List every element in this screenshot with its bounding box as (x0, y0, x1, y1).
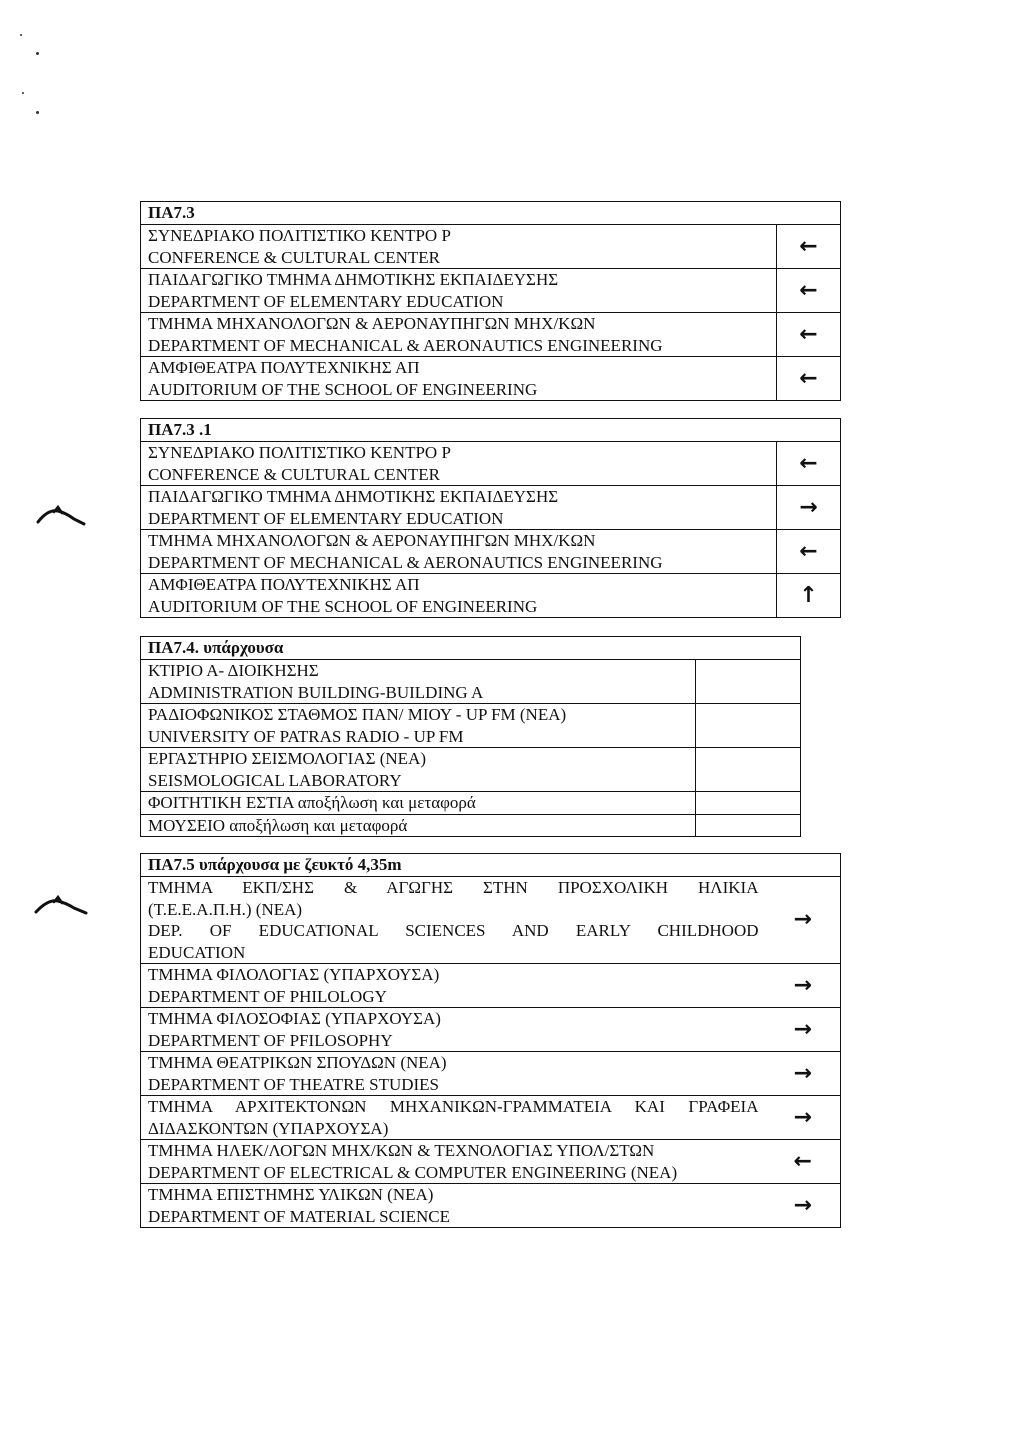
table-row (141, 814, 801, 837)
destination-greek: ΣΥΝΕΔΡΙΑΚΟ ΠΟΛΙΤΙΣΤΙΚΟ ΚΕΝΤΡΟ Ρ (148, 443, 451, 462)
sign-table-pa7-3 (140, 201, 841, 401)
sign-header: ΠΑ7.3 (141, 202, 841, 225)
destination-greek: ΦΟΙΤΗΤΙΚΗ ΕΣΤΙΑ αποξήλωση και μεταφορά (148, 793, 476, 812)
direction-arrow-icon: → (766, 1096, 841, 1140)
table-row (141, 486, 841, 530)
destination-english: ADMINISTRATION BUILDING-BUILDING A (148, 682, 484, 702)
destination-greek: ΤΜΗΜΑ ΦΙΛΟΛΟΓΙΑΣ (ΥΠΑΡΧΟΥΣΑ) (148, 965, 440, 984)
table-row (141, 530, 841, 574)
destination-english: UNIVERSITY OF PATRAS RADIO - UP FM (148, 726, 464, 746)
destination-greek: ΠΑΙΔΑΓΩΓΙΚΟ ΤΜΗΜΑ ΔΗΜΟΤΙΚΗΣ ΕΚΠΑΙΔΕΥΣΗΣ (148, 270, 559, 289)
destination-english: DEPARTMENT OF ELEMENTARY EDUCATION (148, 508, 504, 528)
destination-greek: ΜΟΥΣΕΙΟ αποξήλωση και μεταφορά (148, 815, 408, 835)
direction-arrow-icon: → (766, 877, 841, 964)
table-row (141, 1096, 841, 1140)
destination-greek: ΠΑΙΔΑΓΩΓΙΚΟ ΤΜΗΜΑ ΔΗΜΟΤΙΚΗΣ ΕΚΠΑΙΔΕΥΣΗΣ (148, 487, 559, 506)
scan-speck (20, 34, 22, 36)
destination-english: AUDITORIUM OF THE SCHOOL OF ENGINEERING (148, 379, 538, 399)
sign-header: ΠΑ7.5 υπάρχουσα με ζευκτό 4,35m (141, 854, 841, 877)
scan-speck (36, 111, 39, 114)
direction-arrow-icon: → (766, 1008, 841, 1052)
destination-greek-abbrev: (Τ.Ε.Ε.Α.Π.Η.) (ΝΕΑ) (148, 899, 303, 919)
destination-english: DEPARTMENT OF PHILOLOGY (148, 986, 387, 1006)
sign-table-pa7-4 (140, 636, 801, 837)
table-row (141, 225, 841, 269)
table-row (141, 442, 841, 486)
destination-english: AUDITORIUM OF THE SCHOOL OF ENGINEERING (148, 596, 538, 616)
table-row (141, 792, 801, 815)
table-row (141, 704, 801, 748)
table-row (141, 748, 801, 792)
destination-english: CONFERENCE & CULTURAL CENTER (148, 247, 441, 267)
direction-cell (696, 814, 801, 837)
destination-greek: ΤΜΗΜΑ ΜΗΧΑΝΟΛΟΓΩΝ & ΑΕΡΟΝΑΥΠΗΓΩΝ ΜΗΧ/ΚΩΝ (148, 531, 596, 550)
margin-mark-icon (34, 895, 90, 917)
direction-arrow-icon: ↑ (777, 574, 841, 618)
table-row (141, 1052, 841, 1096)
direction-arrow-icon: → (766, 1184, 841, 1228)
destination-english: DEPARTMENT OF MATERIAL SCIENCE (148, 1206, 451, 1226)
destination-english: DEPARTMENT OF MECHANICAL & AERONAUTICS ENGINEERING (148, 552, 663, 572)
destination-greek: ΣΥΝΕΔΡΙΑΚΟ ΠΟΛΙΤΙΣΤΙΚΟ ΚΕΝΤΡΟ Ρ (148, 226, 451, 245)
destination-english: DEPARTMENT OF MECHANICAL & AERONAUTICS ENGINEERING (148, 335, 663, 355)
sign-table-pa7-3-1 (140, 418, 841, 618)
destination-greek: ΤΜΗΜΑ ΑΡΧΙΤΕΚΤΟΝΩΝ ΜΗΧΑΝΙΚΩΝ-ΓΡΑΜΜΑΤΕΙΑ ΚΑΙ ΓΡΑΦΕΙΑ (148, 1097, 759, 1116)
destination-greek-cont: ΔΙΔΑΣΚΟΝΤΩΝ (ΥΠΑΡΧΟΥΣΑ) (148, 1118, 389, 1138)
direction-cell (696, 704, 801, 748)
destination-greek: ΕΡΓΑΣΤΗΡΙΟ ΣΕΙΣΜΟΛΟΓΙΑΣ (ΝΕΑ) (148, 749, 427, 768)
sign-table-pa7-5 (140, 853, 841, 1228)
destination-english: DEPARTMENT OF ELECTRICAL & COMPUTER ENGINEERING (ΝΕΑ) (148, 1162, 678, 1182)
direction-arrow-icon: → (766, 1052, 841, 1096)
sign-header: ΠΑ7.4. υπάρχουσα (141, 637, 801, 660)
table-row (141, 1140, 841, 1184)
direction-arrow-icon: ← (766, 1140, 841, 1184)
destination-greek: ΑΜΦΙΘΕΑΤΡΑ ΠΟΛΥΤΕΧΝΙΚΗΣ ΑΠ (148, 358, 420, 377)
destination-greek: ΡΑΔΙΟΦΩΝΙΚΟΣ ΣΤΑΘΜΟΣ ΠΑΝ/ ΜΙΟΥ - UP FM (ΝΕΑ) (148, 705, 567, 724)
table-row (141, 1184, 841, 1228)
destination-greek: ΑΜΦΙΘΕΑΤΡΑ ΠΟΛΥΤΕΧΝΙΚΗΣ ΑΠ (148, 575, 420, 594)
destination-greek: ΤΜΗΜΑ ΜΗΧΑΝΟΛΟΓΩΝ & ΑΕΡΟΝΑΥΠΗΓΩΝ ΜΗΧ/ΚΩΝ (148, 314, 596, 333)
destination-english: DEPARTMENT OF PFILOSOPHY (148, 1030, 393, 1050)
scan-speck (36, 52, 39, 55)
direction-arrow-icon: ← (777, 269, 841, 313)
destination-greek: ΤΜΗΜΑ ΗΛΕΚ/ΛΟΓΩΝ ΜΗΧ/ΚΩΝ & ΤΕΧΝΟΛΟΓΙΑΣ ΥΠΟΛ/ΣΤΩΝ (148, 1141, 655, 1160)
destination-english-cont: EDUCATION (148, 942, 246, 962)
direction-arrow-icon: ← (777, 225, 841, 269)
direction-arrow-icon: ← (777, 313, 841, 357)
destination-greek: ΤΜΗΜΑ ΕΚΠ/ΣΗΣ & ΑΓΩΓΗΣ ΣΤΗΝ ΠΡΟΣΧΟΛΙΚΗ ΗΛΙΚΙΑ (148, 878, 759, 897)
direction-arrow-icon: ← (777, 442, 841, 486)
direction-arrow-icon: → (766, 964, 841, 1008)
destination-english: CONFERENCE & CULTURAL CENTER (148, 464, 441, 484)
scan-speck (22, 92, 24, 94)
margin-mark-icon (36, 505, 88, 527)
direction-cell (696, 748, 801, 792)
table-row (141, 1008, 841, 1052)
sign-header: ΠΑ7.3 .1 (141, 419, 841, 442)
destination-greek: ΤΜΗΜΑ ΦΙΛΟΣΟΦΙΑΣ (ΥΠΑΡΧΟΥΣΑ) (148, 1009, 441, 1028)
destination-greek: ΚΤΙΡΙΟ Α- ΔΙΟΙΚΗΣΗΣ (148, 661, 319, 680)
table-row (141, 964, 841, 1008)
direction-cell (696, 660, 801, 704)
direction-cell (696, 792, 801, 815)
destination-english: DEP. OF EDUCATIONAL SCIENCES AND EARLY CHILDHOOD (148, 921, 759, 940)
table-row (141, 357, 841, 401)
table-row (141, 574, 841, 618)
direction-arrow-icon: → (777, 486, 841, 530)
direction-arrow-icon: ← (777, 357, 841, 401)
table-row (141, 269, 841, 313)
destination-greek: ΤΜΗΜΑ ΕΠΙΣΤΗΜΗΣ ΥΛΙΚΩΝ (ΝΕΑ) (148, 1185, 434, 1204)
table-row (141, 660, 801, 704)
table-row (141, 877, 841, 964)
destination-english: DEPARTMENT OF THEATRE STUDIES (148, 1074, 440, 1094)
direction-arrow-icon: ← (777, 530, 841, 574)
destination-greek: ΤΜΗΜΑ ΘΕΑΤΡΙΚΩΝ ΣΠΟΥΔΩΝ (ΝΕΑ) (148, 1053, 447, 1072)
destination-english: DEPARTMENT OF ELEMENTARY EDUCATION (148, 291, 504, 311)
table-row (141, 313, 841, 357)
destination-english: SEISMOLOGICAL LABORATORY (148, 770, 402, 790)
